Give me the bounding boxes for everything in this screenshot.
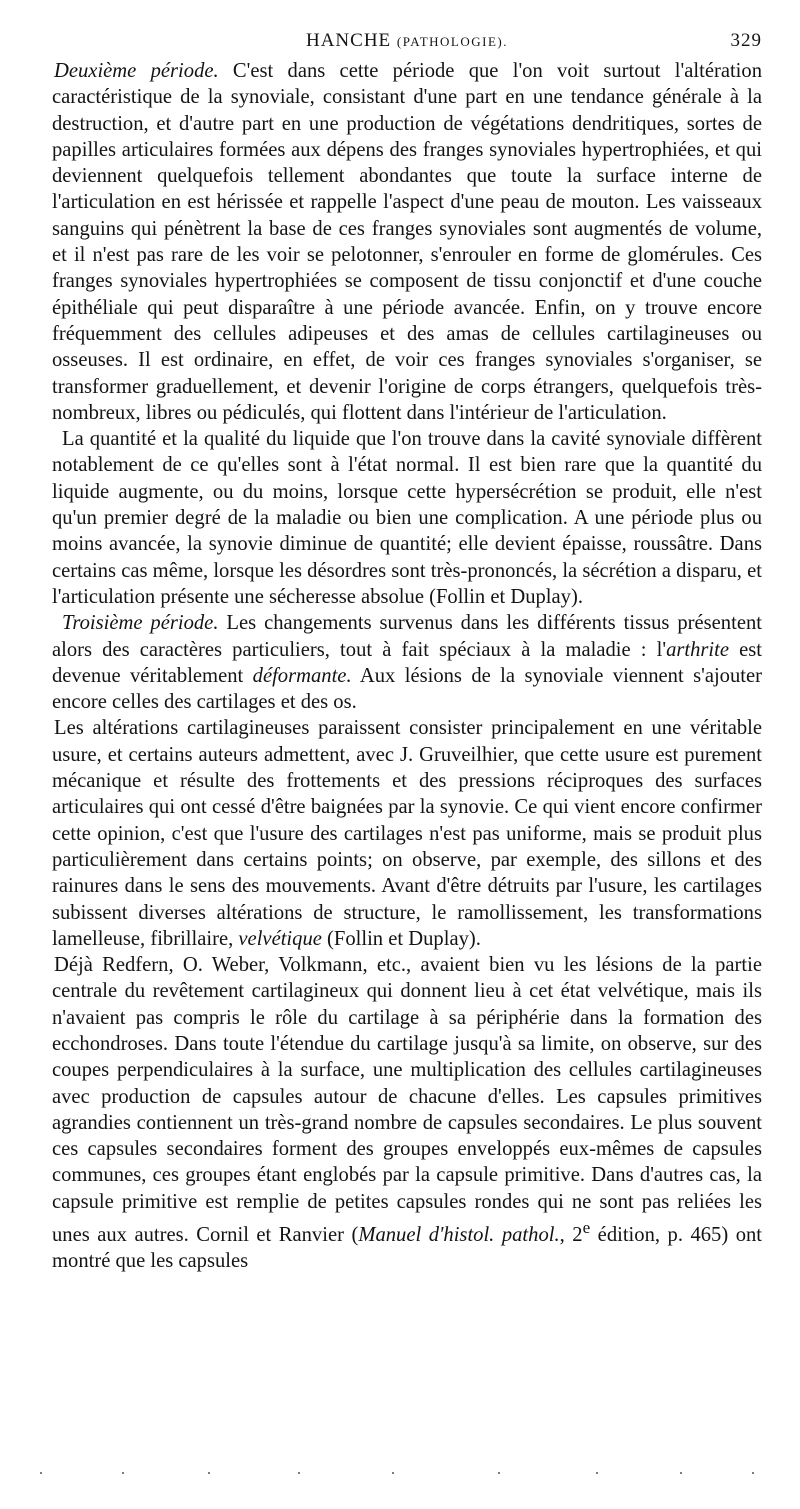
emphasis-text: déformante.	[252, 664, 352, 687]
section-lead: Troisième période.	[62, 612, 219, 635]
paragraph-text: Les altérations cartilagineuses paraissent consister principalement en une véritable usure, et certains auteurs admettent, avec J. Gruveilhier, que cette usure est purement mécanique et résulte des frottements et des pressions réciproques des surfaces articulaires qui ont cessé d'être baignées par la synovie. Ce qui vient encore confirmer cette opinion, c'est que l'usure des cartilages n'est pas uniforme, mais se produit plus particulièrement dans certains points; on observe, par exemple, des sillons et des rainures dans le sens des mouvements. Avant d'être détruits par l'usure, les cartilages subissent diverses altérations de structure, le ramollissement, les transformations lamelleuse, fibrillaire,	[52, 717, 762, 950]
paragraph-text: (Follin et Duplay).	[321, 927, 481, 950]
paragraph-text: Déjà Redfern, O. Weber, Volkmann, etc., avaient bien vu les lésions de la partie centrale du revêtement cartilagineux qui donnent lieu à cet état velvétique, mais ils n'avaient pas compris le rôle du cartilage à sa périphérie dans la formation des ecchondroses. Dans toute l'étendue du cartilage jusqu'à sa limite, on observe, sur des coupes perpendiculaires à la surface, une multiplication des cellules cartilagineuses avec production de capsules autour de chacune d'elles. Les capsules primitives agrandies contiennent un très-grand nombre de capsules secondaires. Le plus souvent ces capsules secondaires forment des groupes enveloppés eux-mêmes de capsules communes, ces groupes étant englobés par la capsule primitive. Dans d'autres cas, la capsule primitive est remplie de petites capsules rondes qui ne sont pas reliées les unes aux autres. Cornil et Ranvier (	[52, 954, 762, 1246]
paragraph-text: édition, p. 465) ont montré que les capsules	[52, 1223, 763, 1273]
running-title-subtitle: (PATHOLOGIE).	[396, 34, 509, 49]
paragraph-text: , 2	[559, 1223, 583, 1246]
emphasis-text: velvétique	[238, 927, 322, 950]
body-text	[52, 58, 762, 1275]
paragraph-redfern-weber	[52, 952, 762, 1274]
emphasis-text: arthrite	[666, 638, 729, 661]
paragraph-text: Les changements survenus dans les différents tissus présentent alors des caractères particuliers, tout à fait spéciaux à la maladie : l'	[52, 612, 762, 661]
section-lead: Deuxième période.	[54, 60, 219, 82]
page-number: 329	[730, 30, 762, 51]
paragraph-alterations-cartilagineuses	[52, 715, 762, 952]
paragraph-deuxieme-periode	[52, 58, 762, 426]
page-speckles	[40, 1472, 760, 1476]
paragraph-liquide-synovial	[52, 426, 762, 610]
paragraph-text: C'est dans cette période que l'on voit surtout l'altération caractéristique de la synoviale, consistant d'une part en une tendance générale à la destruction, et d'autre part en une production de végétations dendritiques, sortes de papilles articulaires formées aux dépens des franges synoviales hypertrophiées, et qui deviennent quelquefois tellement abondantes que toute la surface interne de l'articulation en est hérissée et rappelle l'aspect d'une peau de mouton. Les vaisseaux sanguins qui pénètrent la base de ces franges synoviales sont augmentés de volume, et il n'est pas rare de les voir se pelotonner, s'enrouler en forme de glomérules. Ces franges synoviales hypertrophiées se composent de tissu conjonctif et d'une couche épithéliale qui peut disparaître à une période avancée. Enfin, on y trouve encore fréquemment des cellules adipeuses et des amas de cellules cartilagineuses ou osseuses. Il est ordinaire, en effet, de voir ces franges synoviales s'organiser, se transformer graduellement, et devenir l'origine de corps étrangers, quelquefois très-nombreux, libres ou pédiculés, qui flottent dans l'intérieur de l'articulation.	[52, 60, 762, 424]
superscript: e	[582, 1218, 591, 1238]
running-title-main: HANCHE	[305, 30, 392, 51]
citation-title: Manuel d'histol. pathol.	[358, 1223, 560, 1246]
paragraph-text: est devenue véritablement	[52, 638, 763, 687]
paragraph-troisieme-periode	[52, 610, 762, 715]
running-head	[52, 30, 762, 58]
paragraph-text: Aux lésions de la synoviale viennent s'ajouter encore celles des cartilages et des os.	[52, 664, 762, 714]
running-title	[52, 30, 762, 52]
paragraph-text: La quantité et la qualité du liquide que l'on trouve dans la cavité synoviale diffèrent notablement de ce qu'elles sont à l'état normal. Il est bien rare que la quantité du liquide augmente, ou du moins, lorsque cette hypersécrétion se produit, elle n'est qu'un premier degré de la maladie ou bien une complication. A une période plus ou moins avancée, la synovie diminue de quantité; elle devient épaisse, roussâtre. Dans certains cas même, lorsque les désordres sont très-prononcés, la sécrétion a disparu, et l'articulation présente une sécheresse absolue (Follin et Duplay).	[52, 428, 762, 608]
